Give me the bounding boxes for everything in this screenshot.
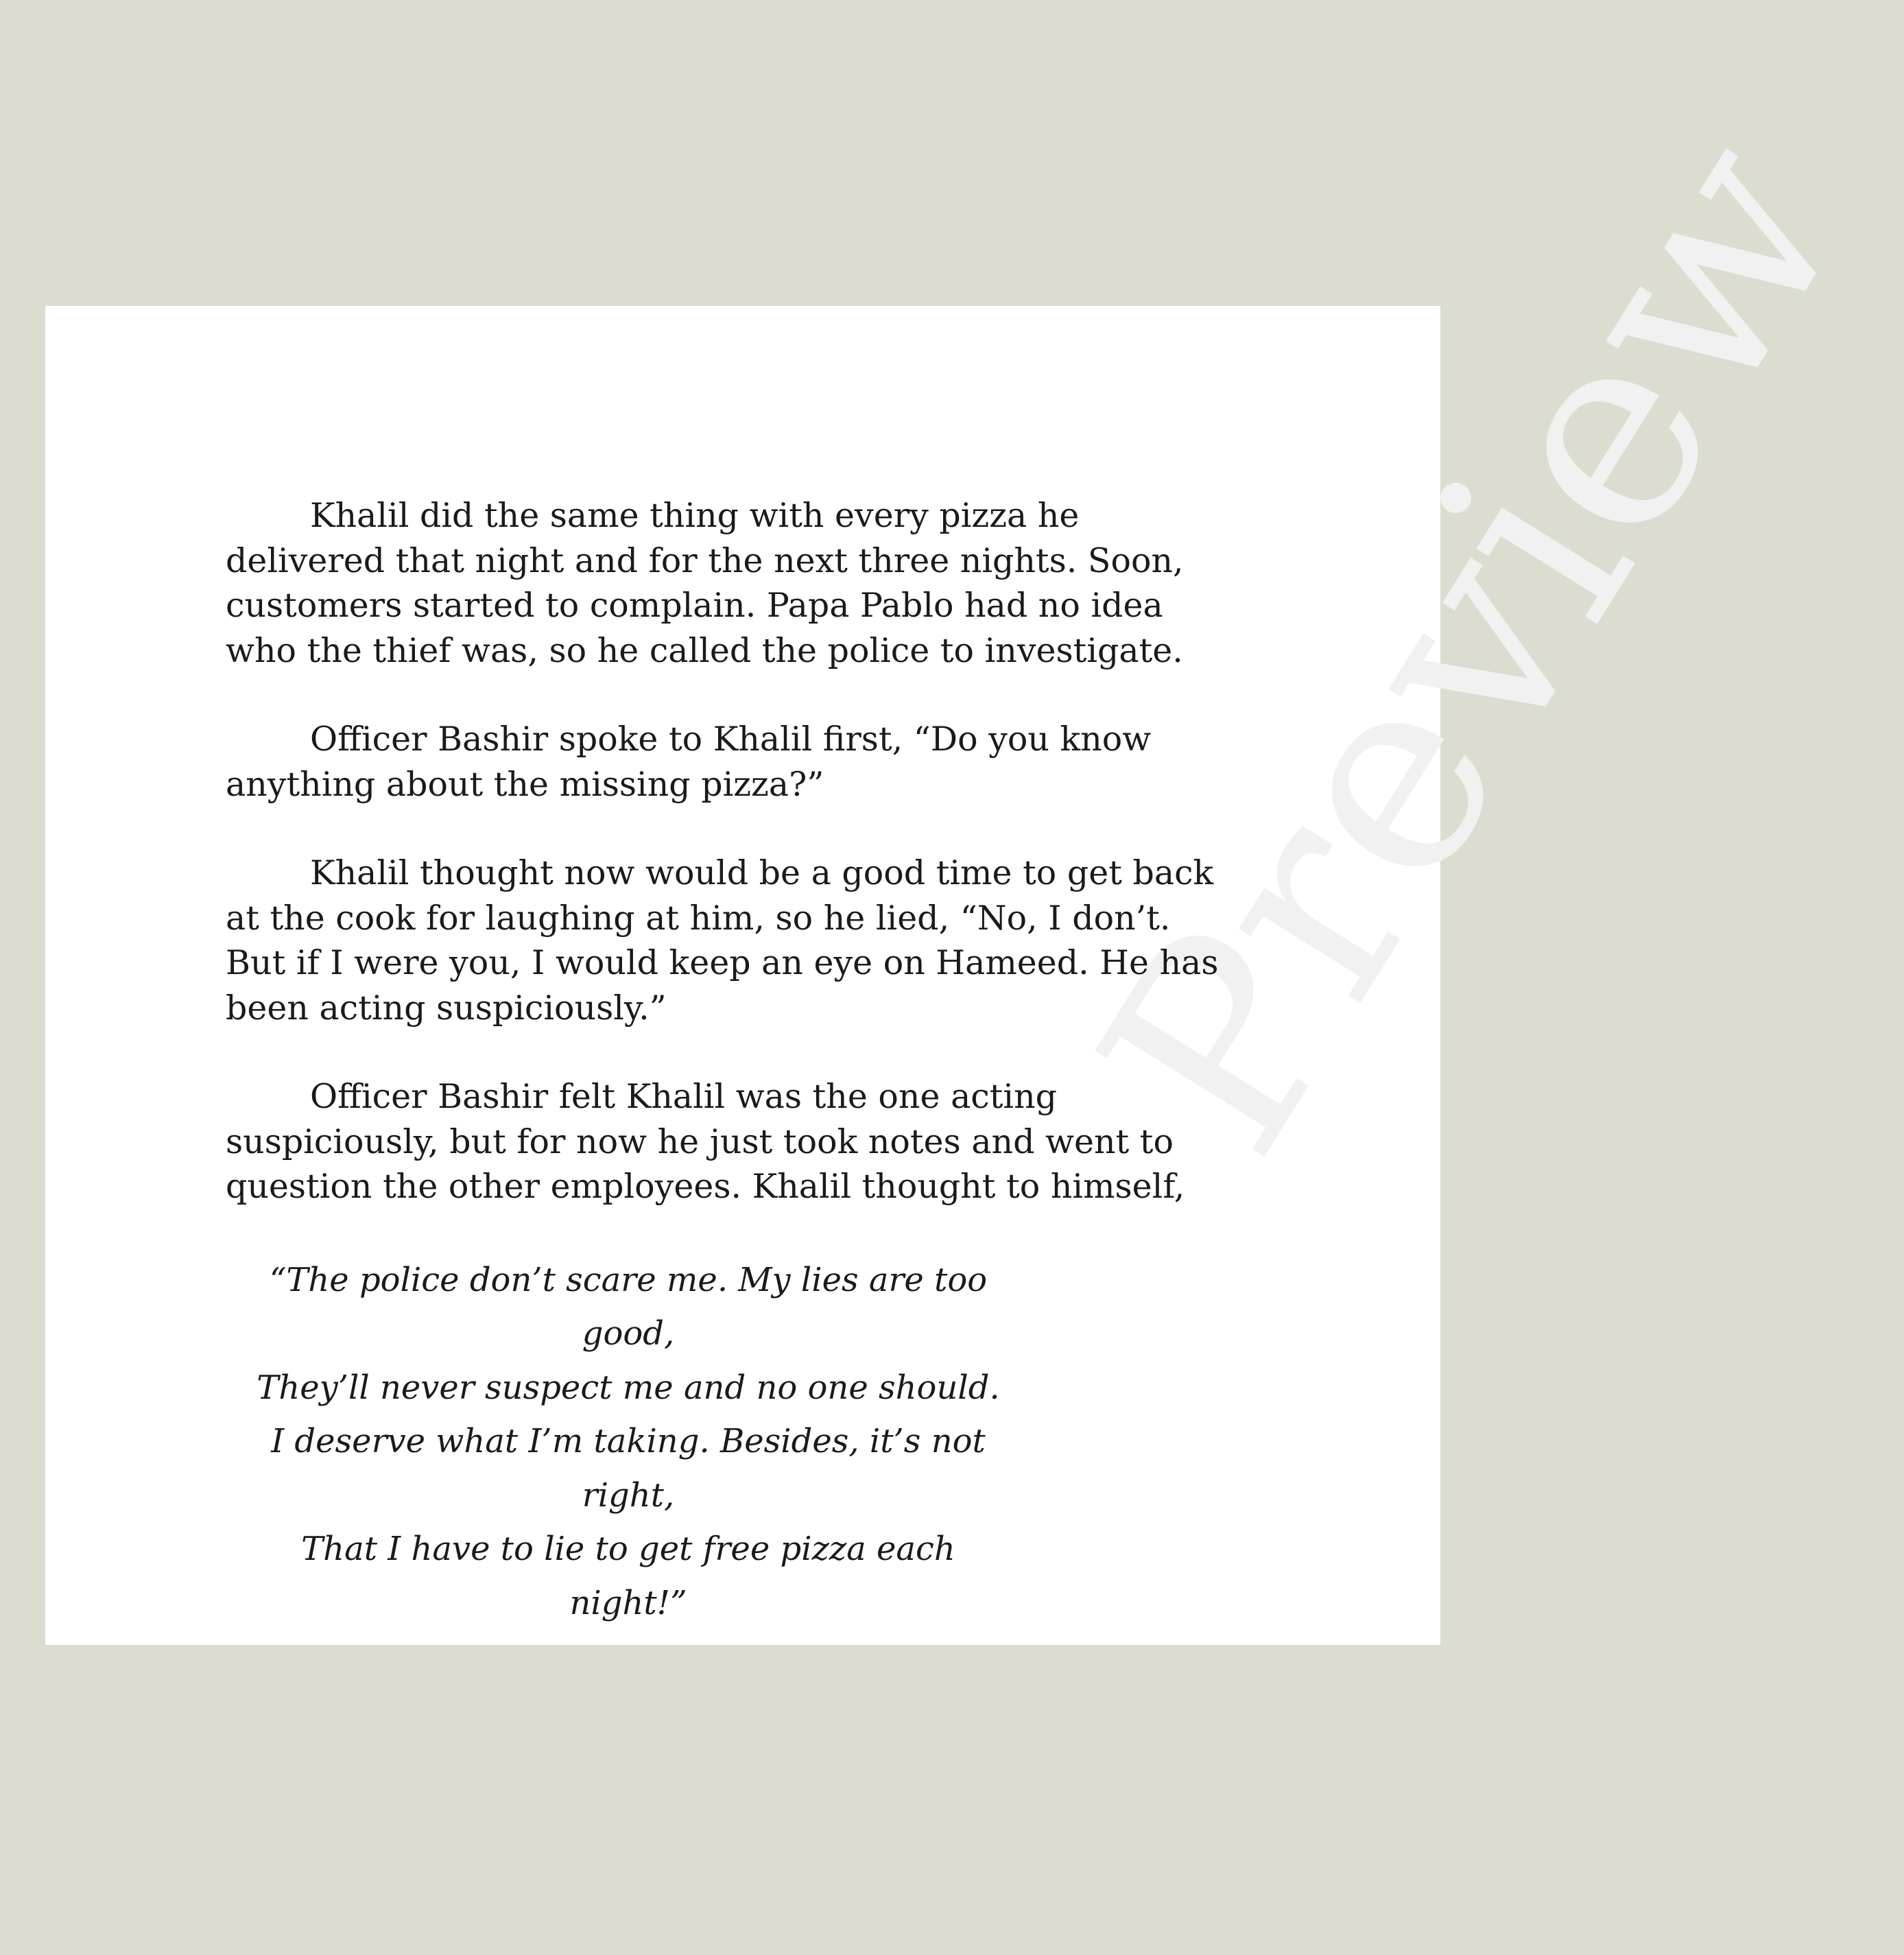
paragraph-2: Officer Bashir spoke to Khalil first, “Do you know anything about the missing pizza?” [226,720,1152,804]
poem-verse [251,1253,1005,1631]
poem-line-3: I deserve what I’m taking. Besides, it’s not right, [271,1422,986,1515]
poem-line-1: “The police don’t scare me. My lies are too good, [269,1260,988,1353]
paragraph-4: Officer Bashir felt Khalil was the one acting suspiciously, but for now he just took notes and went to question the other employees. Khalil thought to himself, [226,1077,1185,1206]
poem-line-4: That I have to lie to get free pizza each night!” [301,1530,955,1622]
book-page [45,86,1904,1645]
preview-watermark: Preview [1041,86,1904,1204]
paragraph-3: Khalil thought now would be a good time to get back at the cook for laughing at him, so he lied, “No, I don’t. But if I were you, I would keep an eye on Hameed. He has been acting suspiciously.” [226,853,1219,1028]
story-text [226,493,1227,1630]
poem-line-2: They’ll never suspect me and no one should. [257,1368,1000,1407]
paragraph-1: Khalil did the same thing with every pizza he delivered that night and for the next three nights. Soon, customers started to complain. Papa Pablo had no idea who the thief was, so he called the police to investigate. [226,496,1184,670]
